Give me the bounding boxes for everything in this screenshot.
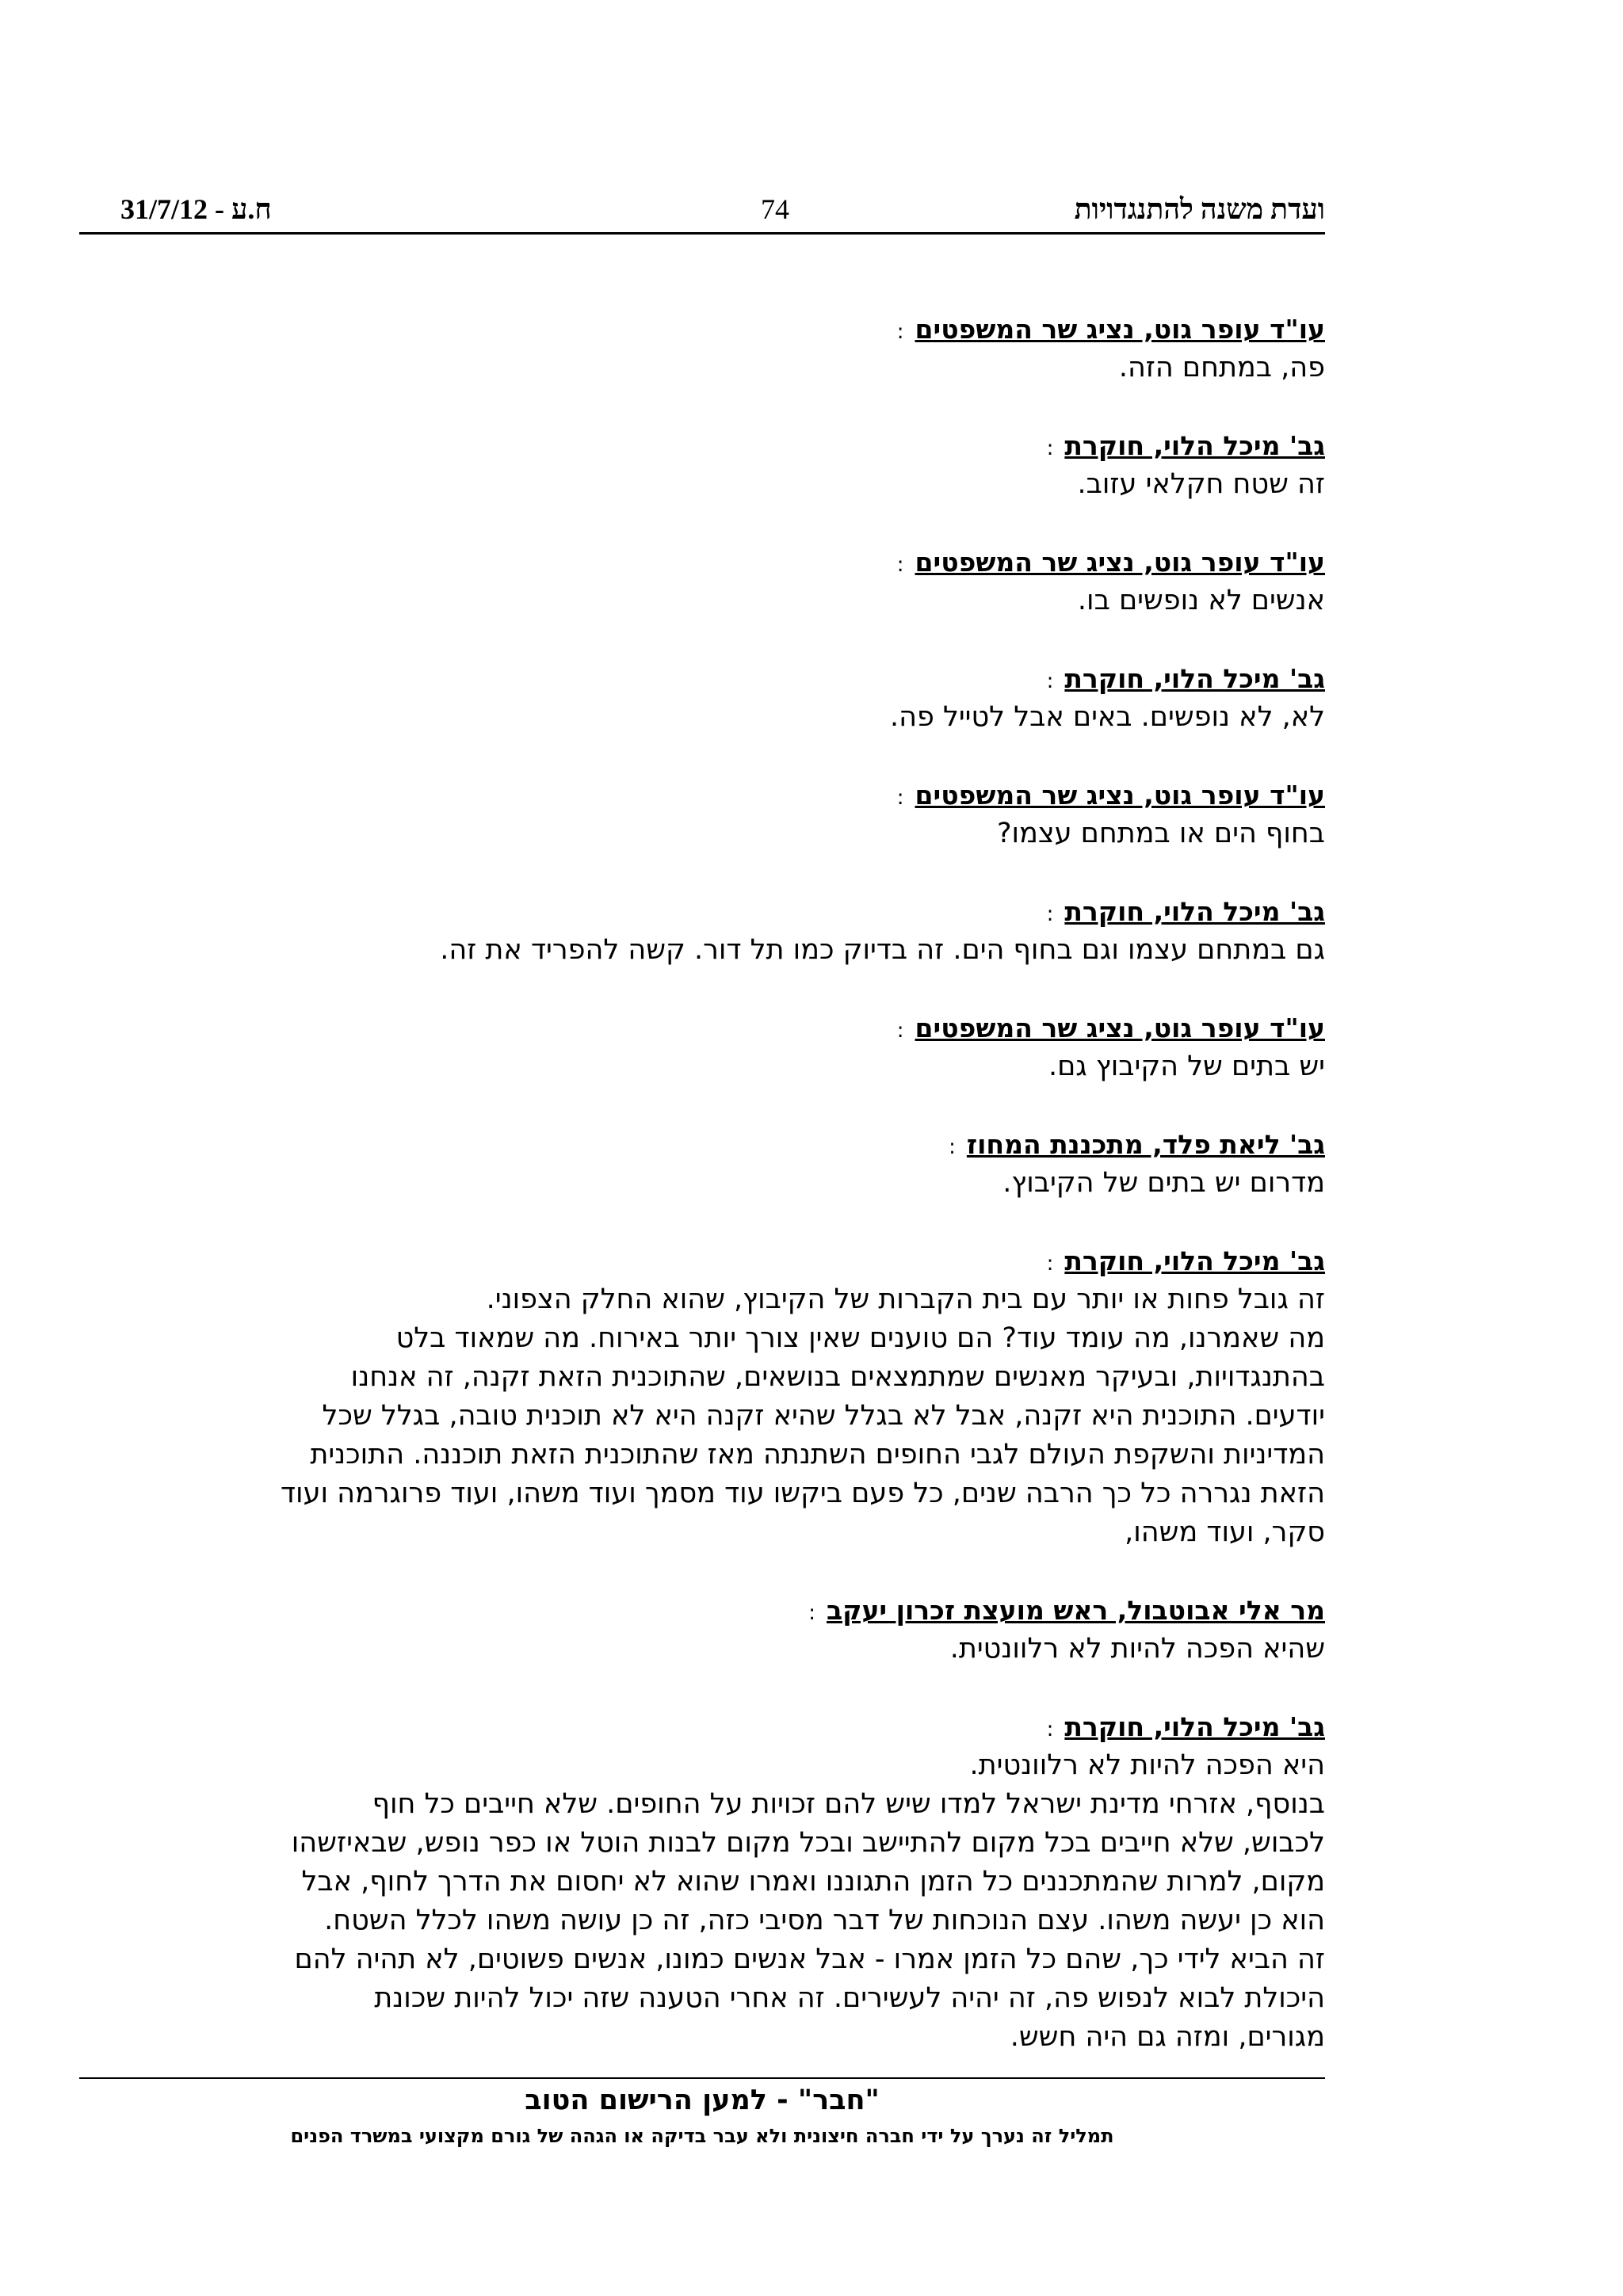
speech-line: סקר, ועוד משהו,	[1125, 1516, 1325, 1548]
speaker-colon: :	[1046, 669, 1054, 693]
transcript-turn	[87, 1242, 1325, 1552]
speech-line: לכבוש, שלא חייבים בכל מקום להתיישב ובכל מקום לבנות הוטל או כפר נופש, שבאיזשהו	[291, 1827, 1325, 1859]
transcript-turn	[87, 893, 1325, 970]
speech-line: היא הפכה להיות לא רלוונטית.	[969, 1749, 1325, 1781]
transcript-turn	[87, 1708, 1325, 2057]
speaker-colon: :	[896, 1019, 904, 1043]
speaker-line	[87, 776, 1325, 814]
speaker-line	[87, 1126, 1325, 1164]
speaker-line	[87, 1009, 1325, 1047]
speaker-colon: :	[896, 553, 904, 577]
speech-line: בנוסף, אזרחי מדינת ישראל למדו שיש להם זכויות על החופים. שלא חייבים כל חוף	[372, 1788, 1325, 1820]
speech-line: אנשים לא נופשים בו.	[1077, 585, 1325, 616]
page-header	[79, 193, 1325, 232]
speech-line: מדרום יש בתים של הקיבוץ.	[1002, 1167, 1325, 1199]
speaker-name: גב' מיכל הלוי, חוקרת	[1064, 1711, 1325, 1742]
speech-line: לא, לא נופשים. באים אבל לטייל פה.	[889, 701, 1325, 733]
transcript-turn	[87, 660, 1325, 737]
footer-disclaimer: תמליל זה נערך על ידי חברה חיצונית ולא עבר בדיקה או הגהה של גורם מקצועי במשרד הפנים	[290, 2125, 1114, 2147]
speaker-colon: :	[949, 1135, 956, 1159]
speaker-line	[87, 1592, 1325, 1630]
speaker-line	[87, 1242, 1325, 1280]
speaker-line	[87, 1708, 1325, 1746]
speech-line: הזאת נגררה כל כך הרבה שנים, כל פעם ביקשו עוד מסמך ועוד משהו, ועוד פרוגרמה ועוד	[280, 1478, 1325, 1509]
transcript-turn	[87, 776, 1325, 853]
transcript-turn	[87, 543, 1325, 620]
footer-title: "חבר" - למען הרישום הטוב	[525, 2084, 880, 2116]
speech-line: המדיניות והשקפת העולם לגבי החופים השתנתה מאז שהתוכנית הזאת תוכננה. התוכנית	[310, 1439, 1325, 1470]
speaker-name: עו"ד עופר גוט, נציג שר המשפטים	[915, 780, 1325, 810]
speech-line: בחוף הים או במתחם עצמו?	[996, 818, 1325, 849]
speech-line: פה, במתחם הזה.	[1118, 352, 1325, 383]
transcript-turn	[87, 427, 1325, 504]
speech-line: הוא כן יעשה משהו. עצם הנוכחות של דבר מסיבי כזה, זה כן עושה משהו לכלל השטח.	[324, 1905, 1325, 1936]
transcript-turn	[87, 1592, 1325, 1669]
transcript-turn	[87, 1126, 1325, 1203]
speaker-colon: :	[1046, 1718, 1054, 1741]
speaker-line	[87, 660, 1325, 698]
speech-line: מקום, למרות שהמתכננים כל הזמן התגוננו ואמרו שהוא לא יחסום את הדרך לחוף, אבל	[301, 1866, 1325, 1897]
speech-line: מגורים, ומזה גם היה חשש.	[1010, 2021, 1325, 2053]
footer-divider	[79, 2077, 1325, 2079]
speaker-name: מר אלי אבוטבול, ראש מועצת זכרון יעקב	[827, 1595, 1325, 1626]
speaker-name: גב' ליאת פלד, מתכננת המחוז	[966, 1129, 1325, 1160]
speaker-colon: :	[808, 1601, 816, 1625]
speaker-colon: :	[1046, 902, 1054, 926]
speaker-name: גב' מיכל הלוי, חוקרת	[1064, 896, 1325, 927]
speaker-name: גב' מיכל הלוי, חוקרת	[1064, 663, 1325, 694]
transcript-turn	[87, 1009, 1325, 1086]
header-page-number: 74	[761, 193, 789, 225]
speaker-name: עו"ד עופר גוט, נציג שר המשפטים	[915, 1013, 1325, 1043]
speaker-name: גב' מיכל הלוי, חוקרת	[1064, 1245, 1325, 1276]
transcript-body	[87, 311, 1325, 2096]
speech-line: יש בתים של הקיבוץ גם.	[1048, 1051, 1325, 1082]
header-divider	[79, 232, 1325, 235]
header-committee-title: ועדת משנה להתנגדויות	[1074, 193, 1325, 225]
speech-line: זה שטח חקלאי עזוב.	[1077, 468, 1325, 500]
speaker-line	[87, 543, 1325, 582]
speaker-colon: :	[896, 320, 904, 344]
speaker-line	[87, 311, 1325, 349]
speech-line: זה הביא לידי כך, שהם כל הזמן אמרו - אבל אנשים כמונו, אנשים פשוטים, לא תהיה להם	[294, 1943, 1325, 1975]
speech-line: זה גובל פחות או יותר עם בית הקברות של הקיבוץ, שהוא החלק הצפוני.	[486, 1283, 1325, 1315]
speaker-line	[87, 427, 1325, 465]
speaker-name: עו"ד עופר גוט, נציג שר המשפטים	[915, 314, 1325, 345]
speech-line: בהתנגדויות, ובעיקר מאנשים שמתמצאים בנושאים, שהתוכנית הזאת זקנה, זה אנחנו	[350, 1361, 1325, 1393]
speaker-colon: :	[1046, 1252, 1054, 1276]
speech-line: מה שאמרנו, מה עומד עוד? הם טוענים שאין צורך יותר באירוח. מה שמאוד בלט	[395, 1322, 1325, 1354]
speaker-name: גב' מיכל הלוי, חוקרת	[1064, 430, 1325, 461]
speaker-colon: :	[896, 786, 904, 810]
speaker-line	[87, 893, 1325, 931]
speech-line: שהיא הפכה להיות לא רלוונטית.	[949, 1633, 1325, 1665]
speaker-name: עו"ד עופר גוט, נציג שר המשפטים	[915, 547, 1325, 578]
speech-line: גם במתחם עצמו וגם בחוף הים. זה בדיוק כמו תל דור. קשה להפריד את זה.	[440, 934, 1325, 966]
speech-line: היכולת לבוא לנפוש פה, זה יהיה לעשירים. זה אחרי הטענה שזה יכול להיות שכונת	[374, 1982, 1325, 2014]
header-date-code: 31/7/12 - ח.ע	[120, 193, 272, 225]
speech-line: יודעים. התוכנית היא זקנה, אבל לא בגלל שהיא זקנה היא לא תוכנית טובה, בגלל שכל	[322, 1400, 1325, 1432]
speaker-colon: :	[1046, 437, 1054, 460]
transcript-turn	[87, 311, 1325, 387]
